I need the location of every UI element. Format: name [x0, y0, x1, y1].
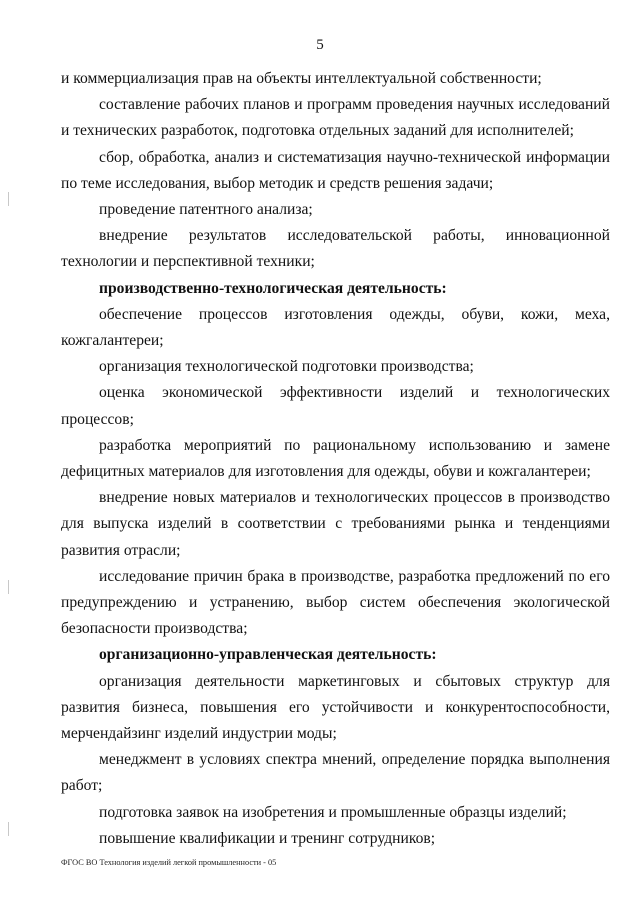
paragraph: проведение патентного анализа; [99, 201, 313, 219]
paragraph: оценка экономической эффективности изделий и технологических процессов; [61, 384, 610, 428]
paragraph: составление рабочих планов и программ проведения научных исследований и технических разработок, подготовка отдельных заданий для исполнителей; [61, 96, 610, 140]
paragraph: подготовка заявок на изобретения и промышленные образцы изделий; [99, 803, 567, 821]
body-text [61, 66, 610, 852]
paragraph: исследование причин брака в производстве, разработка предложений по его предупреждению и устранению, выбор систем обеспечения экологической безопасности производства; [61, 567, 610, 638]
paragraph: разработка мероприятий по рациональному использованию и замене дефицитных материалов для изготовления для одежды, обуви и кожгалантереи; [61, 436, 610, 481]
page-footer: ФГОС ВО Технология изделий легкой промышленности - 05 [61, 858, 277, 867]
paragraph: менеджмент в условиях спектра мнений, определение порядка выполнения работ; [61, 751, 610, 795]
paragraph: обеспечение процессов изготовления одежды, обуви, кожи, меха, кожгалантереи; [61, 305, 610, 350]
scan-edge-mark [8, 192, 9, 206]
paragraph: организация технологической подготовки производства; [99, 358, 474, 376]
scan-edge-mark [8, 580, 9, 594]
scan-edge-mark [8, 822, 9, 836]
paragraph: сбор, обработка, анализ и систематизация научно-технической информации по теме исследования, выбор методик и средств решения задачи; [61, 148, 610, 192]
paragraph: организация деятельности маркетинговых и сбытовых структур для развития бизнеса, повышения его устойчивости и конкурентоспособности, мерчендайзинг изделий индустрии моды; [61, 672, 610, 743]
page-number: 5 [316, 37, 324, 53]
paragraph: повышение квалификации и тренинг сотрудников; [99, 829, 436, 847]
paragraph: внедрение результатов исследовательской работы, инновационной технологии и перспективной техники; [61, 227, 610, 271]
section-heading: производственно-технологическая деятельность: [99, 279, 447, 297]
paragraph: и коммерциализация прав на объекты интеллектуальной собственности; [61, 70, 542, 87]
section-heading: организационно-управленческая деятельность: [99, 646, 437, 664]
paragraph: внедрение новых материалов и технологических процессов в производство для выпуска изделий в соответствии с требованиями рынка и тенденциями развития отрасли; [61, 489, 610, 559]
